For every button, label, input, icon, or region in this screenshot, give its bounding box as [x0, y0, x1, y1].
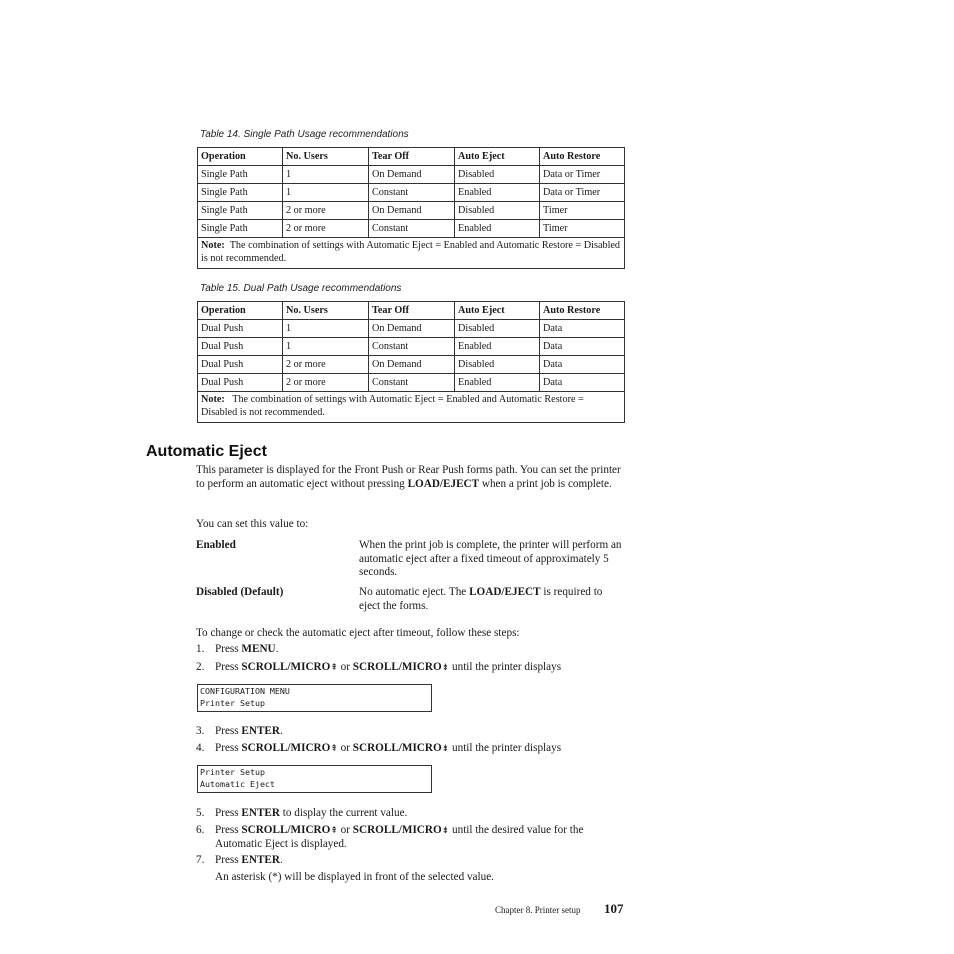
table-cell: Data [540, 338, 625, 356]
step-number: 6. [196, 824, 205, 836]
note-text: The combination of settings with Automatic Eject = Enabled and Automatic Restore = Disabled is not recommended. [201, 394, 584, 418]
step-text-part: . [279, 854, 283, 866]
table-cell: On Demand [369, 356, 455, 374]
step-key-name: ENTER [241, 725, 280, 737]
table-note [198, 238, 625, 269]
table-cell: 1 [283, 320, 369, 338]
column-header: Auto Restore [540, 148, 625, 166]
display-line: Printer Setup [200, 697, 265, 708]
table-note-row [198, 392, 625, 423]
step-1-text [215, 643, 278, 657]
table-note-row [198, 238, 625, 269]
step-key-name: SCROLL/MICRO [352, 824, 442, 836]
table-cell: Enabled [455, 374, 540, 392]
note-text: The combination of settings with Automatic Eject = Enabled and Automatic Restore = Disabled is not recommended. [201, 240, 621, 264]
table-cell: 2 or more [283, 356, 369, 374]
table-cell: Timer [540, 220, 625, 238]
table-cell: Dual Push [198, 338, 283, 356]
table-cell: Constant [369, 338, 455, 356]
step-number: 7. [196, 854, 205, 866]
intro-text: This parameter is displayed for the Front Push or Rear Push forms path. You can set the printer to perform an automatic eject without pressing [196, 464, 621, 490]
table-15 [197, 301, 625, 423]
step-text-part: Press [215, 725, 242, 737]
step-3-text [215, 725, 283, 739]
table-cell: Dual Push [198, 356, 283, 374]
column-header: Operation [198, 302, 283, 320]
step-text-part: or [337, 661, 353, 673]
note-label: Note: [201, 240, 225, 251]
table-cell: On Demand [369, 202, 455, 220]
display-line: Automatic Eject [200, 778, 275, 789]
step-key-name: ENTER [241, 807, 280, 819]
table-cell: Constant [369, 220, 455, 238]
option-desc-disabled [359, 586, 624, 613]
step-4-text [215, 742, 561, 756]
step-key-name: MENU [241, 643, 276, 655]
column-header: Operation [198, 148, 283, 166]
table-cell: Timer [540, 202, 625, 220]
step-text-part: Press [215, 807, 242, 819]
step-number: 3. [196, 725, 205, 737]
step-7-text [215, 854, 283, 868]
option-term-enabled: Enabled [196, 539, 236, 551]
column-header: No. Users [283, 302, 369, 320]
table-row [198, 166, 625, 184]
table-cell: Constant [369, 184, 455, 202]
step-text-part: Press [215, 742, 242, 754]
table-row [198, 338, 625, 356]
scroll-down-icon: ⇟ [441, 825, 450, 835]
set-value-text: You can set this value to: [196, 518, 309, 530]
scroll-down-icon: ⇟ [441, 662, 450, 672]
table-cell: 1 [283, 338, 369, 356]
step-key-name: SCROLL/MICRO [352, 661, 442, 673]
table-cell: Enabled [455, 220, 540, 238]
step-number: 2. [196, 661, 205, 673]
table-cell: Disabled [455, 320, 540, 338]
column-header: Auto Restore [540, 302, 625, 320]
step-number: 4. [196, 742, 205, 754]
table-note [198, 392, 625, 423]
table-cell: Enabled [455, 338, 540, 356]
table-cell: Data or Timer [540, 184, 625, 202]
step-2-text [215, 661, 561, 675]
table-cell: 2 or more [283, 202, 369, 220]
column-header: No. Users [283, 148, 369, 166]
table-cell: Enabled [455, 184, 540, 202]
step-key-name: SCROLL/MICRO [241, 661, 331, 673]
step-text-part: until the desired value for the Automatic Eject is displayed. [215, 824, 584, 850]
scroll-up-icon: ⇞ [330, 825, 338, 835]
table-row [198, 356, 625, 374]
step-key-name: SCROLL/MICRO [241, 824, 331, 836]
column-header: Tear Off [369, 302, 455, 320]
table-row [198, 374, 625, 392]
intro-key-name: LOAD/EJECT [407, 477, 480, 490]
step-text-part: to display the current value. [279, 807, 408, 819]
step-5-text [215, 807, 407, 821]
footer-chapter: Chapter 8. Printer setup [495, 905, 581, 915]
table-14-caption: Table 14. Single Path Usage recommendations [200, 129, 409, 140]
intro-paragraph [196, 464, 626, 491]
table-cell: Data or Timer [540, 166, 625, 184]
table-row [198, 220, 625, 238]
step-text-part: . [279, 725, 283, 737]
step-key-name: SCROLL/MICRO [241, 742, 331, 754]
table-row [198, 184, 625, 202]
table-cell: Single Path [198, 166, 283, 184]
table-cell: Disabled [455, 356, 540, 374]
page-number: 107 [604, 901, 624, 916]
step-number: 5. [196, 807, 205, 819]
column-header: Auto Eject [455, 148, 540, 166]
table-cell: Data [540, 320, 625, 338]
table-cell: Disabled [455, 166, 540, 184]
table-cell: Data [540, 374, 625, 392]
display-panel-2 [197, 765, 432, 793]
steps-intro: To change or check the automatic eject after timeout, follow these steps: [196, 627, 520, 639]
table-cell: Single Path [198, 184, 283, 202]
step-text-part: . [275, 643, 279, 655]
step-text-part: or [337, 742, 353, 754]
table-cell: 1 [283, 166, 369, 184]
column-header: Auto Eject [455, 302, 540, 320]
step-number: 1. [196, 643, 205, 655]
table-cell: On Demand [369, 166, 455, 184]
table-header-row [198, 302, 625, 320]
step-text-part: Press [215, 643, 242, 655]
column-header: Tear Off [369, 148, 455, 166]
table-15-caption: Table 15. Dual Path Usage recommendations [200, 283, 402, 294]
step-text-part: until the printer displays [449, 742, 562, 754]
intro-text-end: when a print job is complete. [479, 477, 612, 490]
scroll-up-icon: ⇞ [330, 662, 338, 672]
table-header-row [198, 148, 625, 166]
display-line: CONFIGURATION MENU [200, 686, 290, 696]
step-text-part: until the printer displays [449, 661, 562, 673]
scroll-down-icon: ⇟ [441, 743, 450, 753]
step-key-name: ENTER [241, 854, 280, 866]
table-cell: On Demand [369, 320, 455, 338]
table-cell: Dual Push [198, 374, 283, 392]
step-text-part: Press [215, 661, 242, 673]
step-6-text [215, 824, 625, 851]
table-cell: Constant [369, 374, 455, 392]
table-cell: Single Path [198, 220, 283, 238]
display-panel-1 [197, 684, 432, 712]
step-key-name: SCROLL/MICRO [352, 742, 442, 754]
desc-text: No automatic eject. The [359, 586, 470, 598]
step-text-part: Press [215, 824, 242, 836]
table-cell: 2 or more [283, 374, 369, 392]
table-14 [197, 147, 625, 269]
table-cell: 2 or more [283, 220, 369, 238]
scroll-up-icon: ⇞ [330, 743, 338, 753]
step-text-part: Press [215, 854, 242, 866]
option-desc-enabled: When the print job is complete, the printer will perform an automatic eject after a fixed timeout of approximately 5 seconds. [359, 539, 622, 578]
note-label: Note: [201, 394, 225, 405]
table-cell: Disabled [455, 202, 540, 220]
step-7-note: An asterisk (*) will be displayed in front of the selected value. [215, 871, 494, 883]
table-cell: Data [540, 356, 625, 374]
table-cell: 1 [283, 184, 369, 202]
section-title: Automatic Eject [146, 443, 267, 460]
table-row [198, 320, 625, 338]
option-term-disabled: Disabled (Default) [196, 586, 284, 598]
display-line: Printer Setup [200, 767, 265, 777]
table-row [198, 202, 625, 220]
desc-text-end: is required to eject the forms. [359, 586, 603, 612]
table-cell: Dual Push [198, 320, 283, 338]
table-cell: Single Path [198, 202, 283, 220]
step-text-part: or [337, 824, 353, 836]
desc-key-name: LOAD/EJECT [469, 586, 541, 598]
